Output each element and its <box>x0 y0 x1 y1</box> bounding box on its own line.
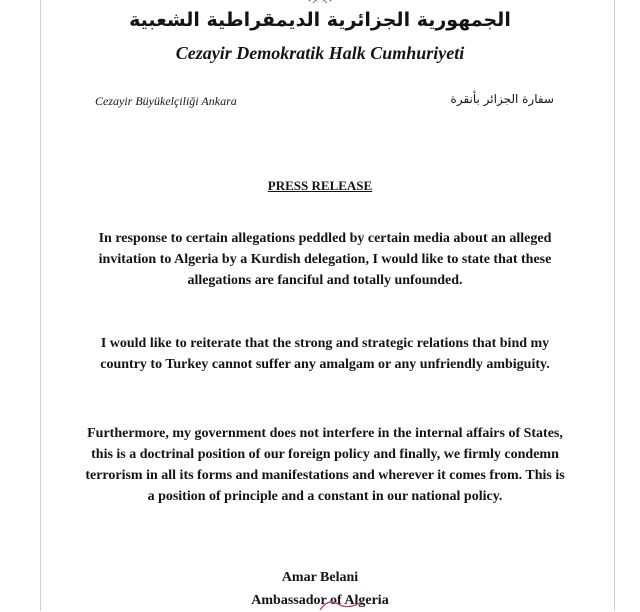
signature-stroke-icon <box>318 596 364 612</box>
right-scan-edge <box>614 0 615 611</box>
letterhead-turkish-name: Cezayir Demokratik Halk Cumhuriyeti <box>175 43 465 63</box>
signer-name: Amar Belani <box>281 570 359 585</box>
left-scan-edge <box>40 0 41 611</box>
letterhead-arabic-name: الجمهورية الجزائرية الديمقراطية الشعبية <box>129 9 511 31</box>
embassy-name-turkish: Cezayir Büyükelçiliği Ankara <box>95 94 237 108</box>
emblem-icon <box>307 0 333 5</box>
paragraph-3: Furthermore, my government does not interfere in the internal affairs of States, this is a doctrinal position of our foreign policy and finally, we firmly condemn terrorism in all its forms and manifestations and wherever it comes from. This is a position of principle and a constant in our national policy. <box>85 426 565 504</box>
paragraph-1: In response to certain allegations peddled by certain media about an alleged invitation to Algeria by a Kurdish delegation, I would like to state that these allegations are fanciful and totally unfounded. <box>98 231 552 288</box>
embassy-name-arabic: سفارة الجزائر بأنقرة <box>450 92 554 106</box>
signer-title: Ambassador of Algeria <box>251 593 389 608</box>
paragraph-2: I would like to reiterate that the strong and strategic relations that bind my country to Turkey cannot suffer any amalgam or any unfriendly ambiguity. <box>100 336 550 372</box>
document-heading: PRESS RELEASE <box>267 178 373 193</box>
